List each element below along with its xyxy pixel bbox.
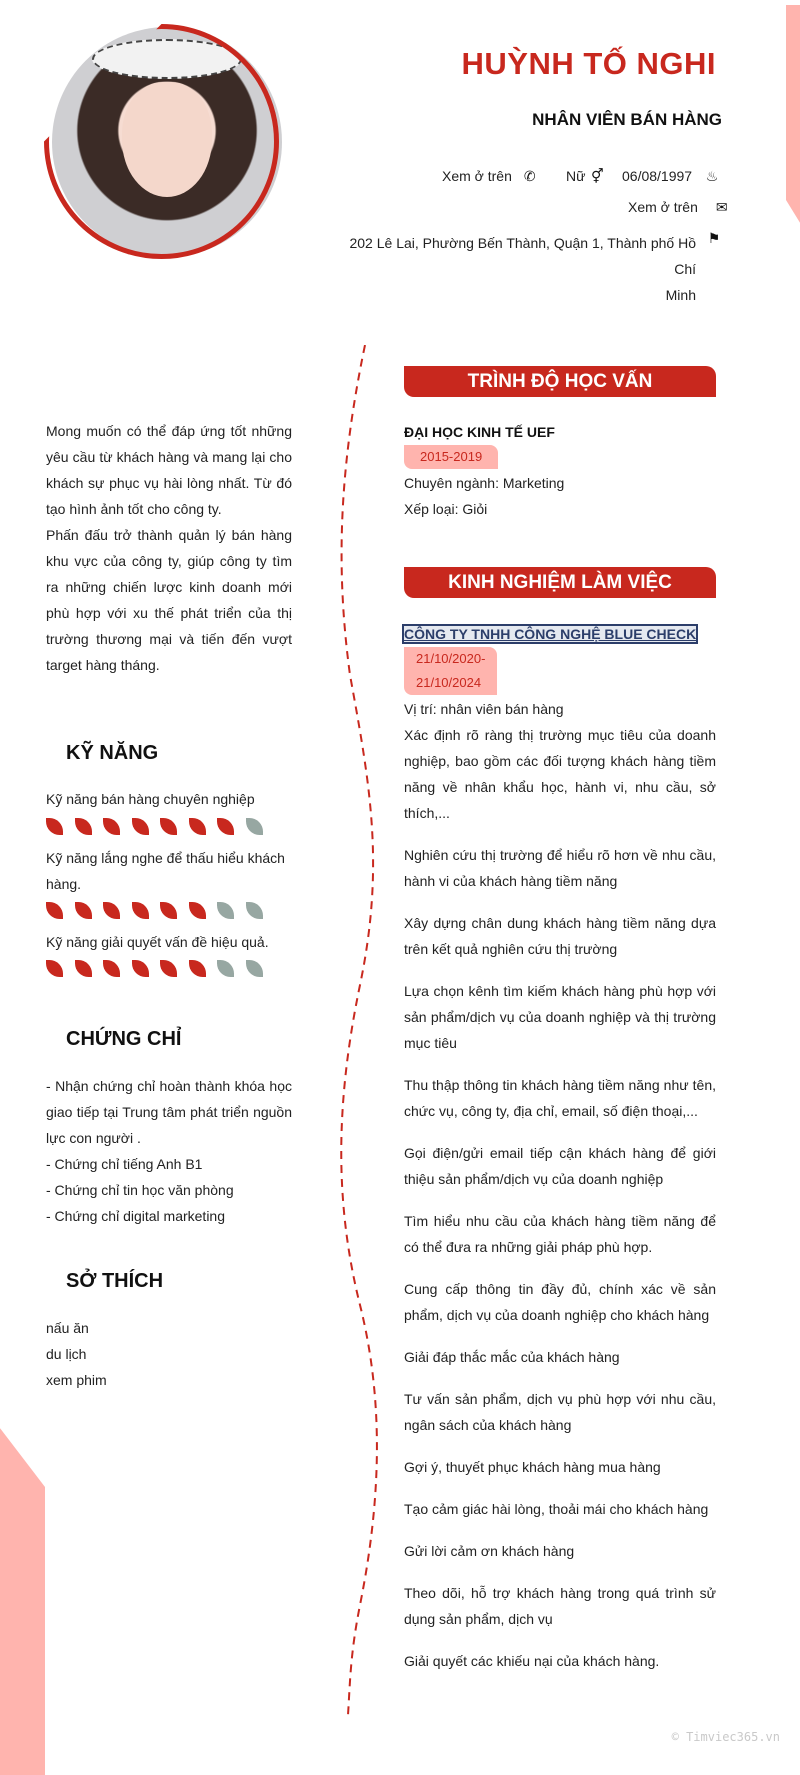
rating-leaf-filled [132, 902, 149, 919]
objective-paragraph-2: Phấn đấu trở thành quản lý bán hàng khu vực của công ty, giúp công ty tìm ra những chiến lược kinh doanh mới phù hợp với xu thế phát triển của thị trường thương mại và tiến đến vượt target hàng tháng. [46, 527, 292, 673]
certificate-item: - Chứng chỉ tiếng Anh B1 [46, 1156, 203, 1172]
rating-leaf-filled [103, 902, 120, 919]
company-name: CÔNG TY TNHH CÔNG NGHỆ BLUE CHECK [404, 626, 697, 642]
job-position: Vị trí: nhân viên bán hàng [404, 701, 564, 717]
skill-rating-3 [46, 960, 274, 980]
hobby-item: nấu ăn [46, 1320, 89, 1336]
duties-list [404, 722, 716, 1674]
candidate-name: HUỲNH TỐ NGHI [461, 46, 716, 81]
phone-row [442, 168, 538, 185]
watermark: © Timviec365.vn [671, 1730, 780, 1744]
gender-icon: ⚥ [591, 168, 604, 184]
skill-label-3: Kỹ năng giải quyết vấn đề hiệu quả. [46, 934, 269, 950]
duty-item: Thu thập thông tin khách hàng tiềm năng như tên, chức vụ, công ty, địa chỉ, email, số điện thoại,... [404, 1077, 716, 1119]
address-line2: Minh [665, 287, 696, 303]
rating-leaf-filled [103, 960, 120, 977]
envelope-icon: ✉ [715, 199, 728, 215]
wavy-divider [330, 345, 390, 1715]
skill-rating-1 [46, 818, 274, 838]
address-line1: 202 Lê Lai, Phường Bến Thành, Quận 1, Thành phố Hồ Chí [349, 235, 696, 277]
duty-item: Giải quyết các khiếu nại của khách hàng. [404, 1653, 660, 1669]
certificate-item: - Chứng chỉ digital marketing [46, 1208, 226, 1224]
rating-leaf-filled [46, 960, 63, 977]
rating-leaf-filled [189, 902, 206, 919]
skill-label-1: Kỹ năng bán hàng chuyên nghiệp [46, 791, 255, 807]
rating-leaf-filled [46, 902, 63, 919]
hobbies-list [46, 1315, 292, 1393]
experience-period: 21/10/2020- 21/10/2024 [404, 647, 497, 695]
duty-item: Tạo cảm giác hài lòng, thoải mái cho khách hàng [404, 1501, 709, 1517]
rating-leaf-filled [103, 818, 120, 835]
map-icon: ⚑ [707, 230, 721, 246]
experience-banner: KINH NGHIỆM LÀM VIỆC [404, 567, 716, 598]
rating-leaf-empty [246, 818, 263, 835]
duty-item: Theo dõi, hỗ trợ khách hàng trong quá trình sử dụng sản phẩm, dịch vụ [404, 1585, 716, 1627]
duty-item: Xác định rõ ràng thị trường mục tiêu của doanh nghiệp, bao gồm các đối tượng khách hàng tiềm năng về nhân khẩu học, hành vi, nhu cầu, sở thích,... [404, 727, 716, 821]
job-title: NHÂN VIÊN BÁN HÀNG [532, 110, 722, 129]
certificate-item: - Nhận chứng chỉ hoàn thành khóa học giao tiếp tại Trung tâm phát triển nguồn lực con người . [46, 1078, 292, 1146]
education-period: 2015-2019 [404, 445, 498, 469]
certificates-list [46, 1073, 292, 1229]
rating-leaf-empty [246, 960, 263, 977]
duty-item: Gửi lời cảm ơn khách hàng [404, 1543, 575, 1559]
photo-ring [44, 24, 279, 259]
rating-leaf-filled [189, 818, 206, 835]
duty-item: Gọi điện/gửi email tiếp cận khách hàng để giới thiệu sản phẩm/dịch vụ của doanh nghiệp [404, 1145, 716, 1187]
rating-leaf-filled [160, 818, 177, 835]
profile-photo [44, 24, 289, 259]
birthday-text: 06/08/1997 [622, 168, 693, 184]
duty-item: Tìm hiểu nhu cầu của khách hàng tiềm năng để có thể đưa ra những giải pháp phù hợp. [404, 1213, 716, 1255]
rating-leaf-filled [46, 818, 63, 835]
hobbies-title: SỞ THÍCH [66, 1270, 164, 1292]
corner-decoration-bottom-left [0, 1415, 45, 1775]
gender-text: Nữ [566, 168, 586, 184]
education-major: Chuyên ngành: Marketing [404, 475, 565, 491]
rating-leaf-filled [189, 960, 206, 977]
duty-item: Gợi ý, thuyết phục khách hàng mua hàng [404, 1459, 661, 1475]
hobby-item: du lịch [46, 1346, 87, 1362]
duty-item: Nghiên cứu thị trường để hiểu rõ hơn về nhu cầu, hành vi của khách hàng tiềm năng [404, 847, 716, 889]
objective-paragraph-1: Mong muốn có thể đáp ứng tốt những yêu cầu từ khách hàng và mang lại cho khách sự phục vụ hài lòng nhất. Từ đó tạo hình ảnh tốt cho công ty. [46, 423, 292, 517]
certificate-item: - Chứng chỉ tin học văn phòng [46, 1182, 234, 1198]
gender-row [566, 168, 605, 185]
rating-leaf-empty [217, 902, 234, 919]
birthday-row [622, 168, 720, 185]
rating-leaf-empty [217, 960, 234, 977]
duty-item: Cung cấp thông tin đầy đủ, chính xác về sản phẩm, dịch vụ của doanh nghiệp cho khách hàng [404, 1281, 716, 1323]
rating-leaf-filled [75, 818, 92, 835]
certificates-title: CHỨNG CHỈ [66, 1028, 182, 1050]
education-section [404, 422, 716, 522]
email-text: Xem ở trên [628, 199, 698, 215]
rating-leaf-filled [160, 960, 177, 977]
rating-leaf-filled [75, 902, 92, 919]
address-row [340, 230, 696, 308]
hobby-item: xem phim [46, 1372, 107, 1388]
duty-item: Tư vấn sản phẩm, dịch vụ phù hợp với nhu cầu, ngân sách của khách hàng [404, 1391, 716, 1433]
experience-section [404, 624, 716, 1690]
rating-leaf-filled [132, 818, 149, 835]
school-name: ĐẠI HỌC KINH TẾ UEF [404, 424, 555, 440]
duty-item: Lựa chọn kênh tìm kiếm khách hàng phù hợp với sản phẩm/dịch vụ của doanh nghiệp và thị trường mục tiêu [404, 983, 716, 1051]
rating-leaf-filled [217, 818, 234, 835]
career-objective [46, 418, 292, 678]
skills-title: KỸ NĂNG [66, 742, 159, 764]
rating-leaf-filled [160, 902, 177, 919]
duty-item: Xây dựng chân dung khách hàng tiềm năng dựa trên kết quả nghiên cứu thị trường [404, 915, 716, 957]
rating-leaf-empty [246, 902, 263, 919]
education-banner: TRÌNH ĐỘ HỌC VẤN [404, 366, 716, 397]
phone-icon: ✆ [523, 168, 536, 184]
rating-leaf-filled [132, 960, 149, 977]
rating-leaf-filled [75, 960, 92, 977]
corner-decoration-top-right [786, 5, 800, 265]
email-row [628, 199, 730, 216]
duty-item: Giải đáp thắc mắc của khách hàng [404, 1349, 620, 1365]
cake-icon: ♨ [705, 168, 719, 184]
skill-label-2: Kỹ năng lắng nghe để thấu hiểu khách hàng. [46, 850, 285, 892]
phone-text: Xem ở trên [442, 168, 512, 184]
education-rank: Xếp loại: Giỏi [404, 501, 488, 517]
skill-rating-2 [46, 902, 274, 922]
